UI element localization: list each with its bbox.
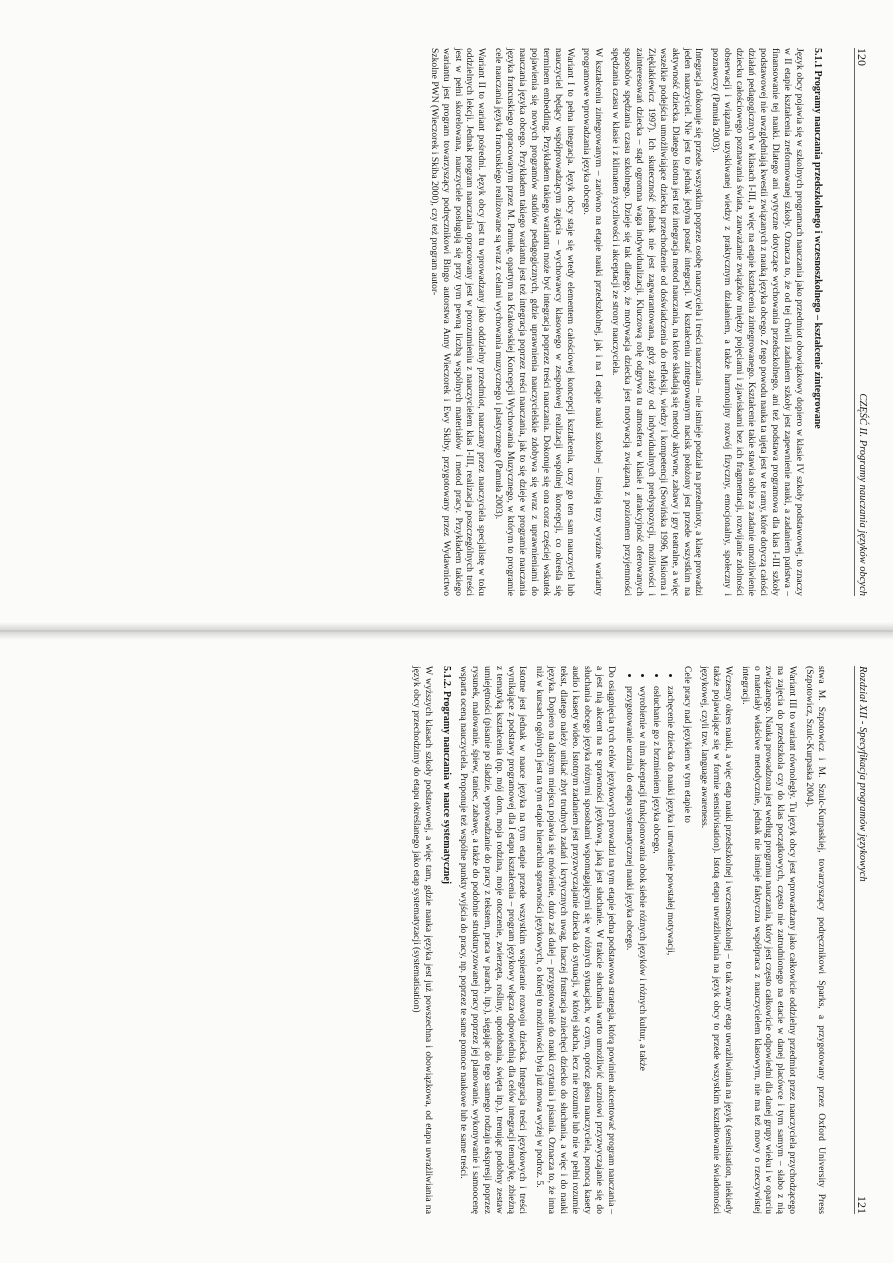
section-heading-5-1-1: 5.1.1 Programy nauczania przedszkolnego i wczesnoszkolnego – kształcenie zintegrowane [812, 48, 823, 429]
right-paragraph: W wyższych klasach szkoły podstawowej, a więc tam, gdzie nauka języka jest już powszechna i obowiązkowa, od etapu uwrażliwiania na język obcy przechodzimy do etapu określanego jako etap systematyzacji (systematisation) [410, 666, 434, 1214]
goal-item: • wyrobienie w nim akceptacji funkcjonowania obok siebie różnych języków i różnych kultur, a także [637, 686, 649, 1214]
right-page [0, 640, 893, 1240]
right-paragraph: Wczesny okres nauki, a więc etap nauki przedszkolnej i wczesnoszkolnej – to tak zwany etap uwrażliwiania na język (sensitisation, niekiedy także pojawiające się w formie sensitivisation). Istotą etapu uwrażliwiania na język obcy to przede wszystkim kształtowanie świadomości językowej, czyli tzw. language awareness. [698, 666, 734, 1214]
goal-item: • przygotowanie ucznia do etapu systematycznej nauki języka obcego. [623, 686, 635, 1214]
right-page-number: 121 [855, 1196, 869, 1214]
left-running-header [854, 48, 869, 596]
right-paragraph: Cele pracy nad językiem w tym etapie to [682, 666, 694, 823]
left-page-number: 120 [855, 48, 869, 66]
left-paragraph: W kształceniu zintegrowanym – zarówno na etapie nauki przedszkolnej, jak i na I etapie nauki szkolnej – istnieją trzy wyraźne warianty programowe wprowadzania języka obcego. [581, 48, 605, 596]
right-paragraph: Istotne jest jednak w nauce języka na tym etapie przede wszystkim wspieranie rozwoju dziecka. Integracja treści językowych i treści wynikające z podstawy programowej dla I etapu kształcenia – program językowy włącza odpowiednią dla celów integracji tematykę, zbieżną z tematyką kształcenia (np. mój dom, moja rodzina, moje otoczenie, zwierzęta, rośliny, upodobania, święta itp.), trenując podobny zestaw umiejętności (pisanie po śladzie, wprowadzanie do pracy z tekstem, praca w parach, itp.), sięgając do tego samego rodzaju ekspresji poprzez rysunek, malowanie, śpiew, taniec, zabawę, a także do podobnie strukturyzowanej pracy poprzez jej planowanie, wykonywanie i samoocenę wsparta oceną nauczyciela. Proponuje też wspólne punkty wyjścia do pracy, np. poprzez te same pomoce naukowe lub te same treści. [457, 666, 529, 1214]
right-running-title: Rozdział XII - Specyfikacja programów językowych [857, 666, 868, 882]
left-page [0, 22, 893, 622]
goals-list [623, 666, 677, 1214]
left-paragraph: Wariant II to wariant pośredni. Język obcy jest tu wprowadzany jako oddzielny przedmiot, nauczany przez nauczyciela specjalistę w toku oddzielnych lekcji. Jednak program nauczania opracowany jest w porozumieniu z nauczycielem klas I-III, realizacja poszczególnych treści jest w pełni skorelowana, nauczyciele posługują się przy tym pewną liczbą wspólnych materiałów i metod pracy. Przykładem takiego wariantu jest program towarzyszący podręcznikowi Bingo autorstwa Anny Wieczorek i Ewy Skiby, przygotowany przez Wydawnictwo Szkolne PWN (Wieczorek i Skiba 2000), czy też program autor- [428, 48, 488, 596]
left-paragraph: Język obcy pojawia się w szkolnych programach nauczania jako przedmiot obowiązkowy dopiero w klasie IV szkoły podstawowej, to znaczy w II etapie kształcenia zreformowanej szkoły. Oznacza to, że od tej chwili zadaniem szkoły jest zapewnienie nauki, a zadaniem państwa – finansowanie tej nauki. Dlatego ani wytyczne dotyczące wychowania przedszkolnego, ani też podstawa programowa dla klas I-III szkoły podstawowej nie uwzględniają kwestii związanych z nauką języka obcego. Z tego powodu nauka ta ujęta jest w te ramy, które dotyczą całości działań pedagogicznych w klasach I-III, a więc na etapie kształcenia zintegrowanego. Kształcenie takie stawia sobie za zadanie umożliwienie dziecku całościowego poznawania świata, zauważanie związków między pojęciami i zjawiskami bez ich fragmentacji, rozwijanie zdolności obserwacji i wiązania uzyskiwanej wiedzy z praktycznym działaniem, a także harmonijny rozwój fizyczny, emocjonalny, społeczny i poznawczy (Pamuła 2003). [710, 48, 805, 596]
section-heading-5-1-2: 5.1.2. Programy nauczania w nauce systematycznej [441, 666, 453, 885]
goal-item: • osłuchanie go z brzmieniem języka obcego, [650, 686, 662, 1214]
book-gutter [0, 622, 893, 640]
left-paragraph: Integracja dokonuje się przede wszystkim poprzez osobę nauczyciela i treści nauczania – nie istnieje podział na przedmioty, a klasę prowadzi jeden nauczyciel. Nie jest to jednak jedyna postać integracji. W kształceniu zintegrowanym nacisk położony jest przede wszystkim na aktywność dziecka. Dlatego istotna jest też integracja metod nauczania, na które składają się metody aktywne, zabawy i gry teatralne, a więc wszelkie podejścia umożliwiające dziecku przechodzenie od doświadczenia do refleksji, wiedzy i kompetencji (Sowińska 1996, Misiorna i Zięklakiewicz 1997). Ich skuteczność jednak nie jest zagwarantowana, gdyż zależy od indywidualnych predyspozycji, możliwości i zainteresowań dziecka – stąd ogromna waga indywidualizacji. Kluczową rolę odgrywa tu atmosfera w klasie i atrakcyjność oferowanych sposobów spędzania czasu szkolnego. Dzieje się tak dlatego, że motywacja dziecka jest motywacją związaną z poziomem przyjemności spędzania czasu w klasie i z klimatem życzliwości i akceptacji ze strony nauczyciela. [610, 48, 705, 596]
right-paragraph: stwa M. Szpotowicz i M. Szulc-Kurpaskiej, towarzyszący podręcznikowi Sparks, a przygotowany przez Oxford University Press (Szpotowicz, Szulc-Kurpaska 2004). [804, 666, 827, 1214]
right-running-header [854, 666, 869, 1214]
left-paragraph: Wariant I to pełna integracja. Język obcy staje się wtedy elementem całościowej koncepcji kształcenia, uczy go ten sam nauczyciel lub nauczyciel będący współprowadzącym zajęcia – wychowawcy klasowego w zespołowej realizacji wspólnej koncepcji, co określa się terminem embedding. Przykładem takiego wariantu może być integracja poprzez treści nauczania. Dokonuje się ona coraz częściej wskutek pojawienia się nowych programów studiów pedagogicznych, gdzie uprawnienia nauczycielskie zdobywa się wraz z uprawnieniami do nauczania języka obcego. Przykładem takiego wariantu jest też integracja poprzez treści nauczania, jak to się dzieje w programie nauczania języka francuskiego opracowanym przez M. Pamułę, opartym na Krakowskiej Koncepcji Wychowania Muzycznego, w którym to programie cele nauczania języka francuskiego realizowane są wraz z celami wychowania muzycznego i plastycznego (Pamuła 2003). [493, 48, 576, 596]
goal-item: • zachęcenie dziecka do nauki języka i utrwalenie powstałej motywacji, [664, 686, 676, 1214]
right-paragraph: Do osiągnięcia tych celów językowych prowadzi na tym etapie jedna podstawowa strategia, którą powinien akcentować program nauczania – a jest nią akcent na te sprawności językową, jaką jest słuchanie. W trakcie słuchania warto umożliwić uczniowi przyzwyczajanie się do słuchania obcego języka różnymi sposobami wspomagającymi się w różnych sytuacjach, w czym, oprócz głosu nauczyciela, pomocą kasety audio i kasety wideo. Istotnym zadaniem jest przyzwyczajanie dziecka do sytuacji, w której słucha, lecz nie rozumie lub nie w pełni rozumie tekst, dlatego należy unikać zbyt trudnych zadań i krytycznych uwag. Inaczej frustracja zniechęci dziecko do słuchania, a więc i do nauki języka. Dopiero na dalszym miejscu pojawia się mówienie, dużo zaś dalej – przygotowanie do nauki czytania i pisania. Oznacza to, że inna niż w kursach ogólnych jest na tym etapie hierarchia sprawności językowych, o której to możliwości była już mowa wyżej w podroz. 5. [534, 666, 617, 1214]
right-paragraph: Wariant III to wariant równoległy. Tu język obcy jest wprowadzany jako całkowicie oddzielny przedmiot przez nauczyciela przychodzącego na zajęcia do przedszkola czy do klas początkowych, często nie zatrudnionego na etacie w danej placówce i tym samym – słabo z nią związanego. Nauka prowadzona jest według programu nauczania, który jest często całkowicie odpowiedni dla danej grupy wieku i w oparciu o materiały właściwe metodycznie, jednak nie istnieje faktyczna współpraca z nauczycielem klasowym, nie ma też mowy o rzeczywistej integracji. [739, 666, 799, 1214]
left-running-title: CZĘŚĆ II. Programy nauczania języków obcych [857, 393, 868, 596]
